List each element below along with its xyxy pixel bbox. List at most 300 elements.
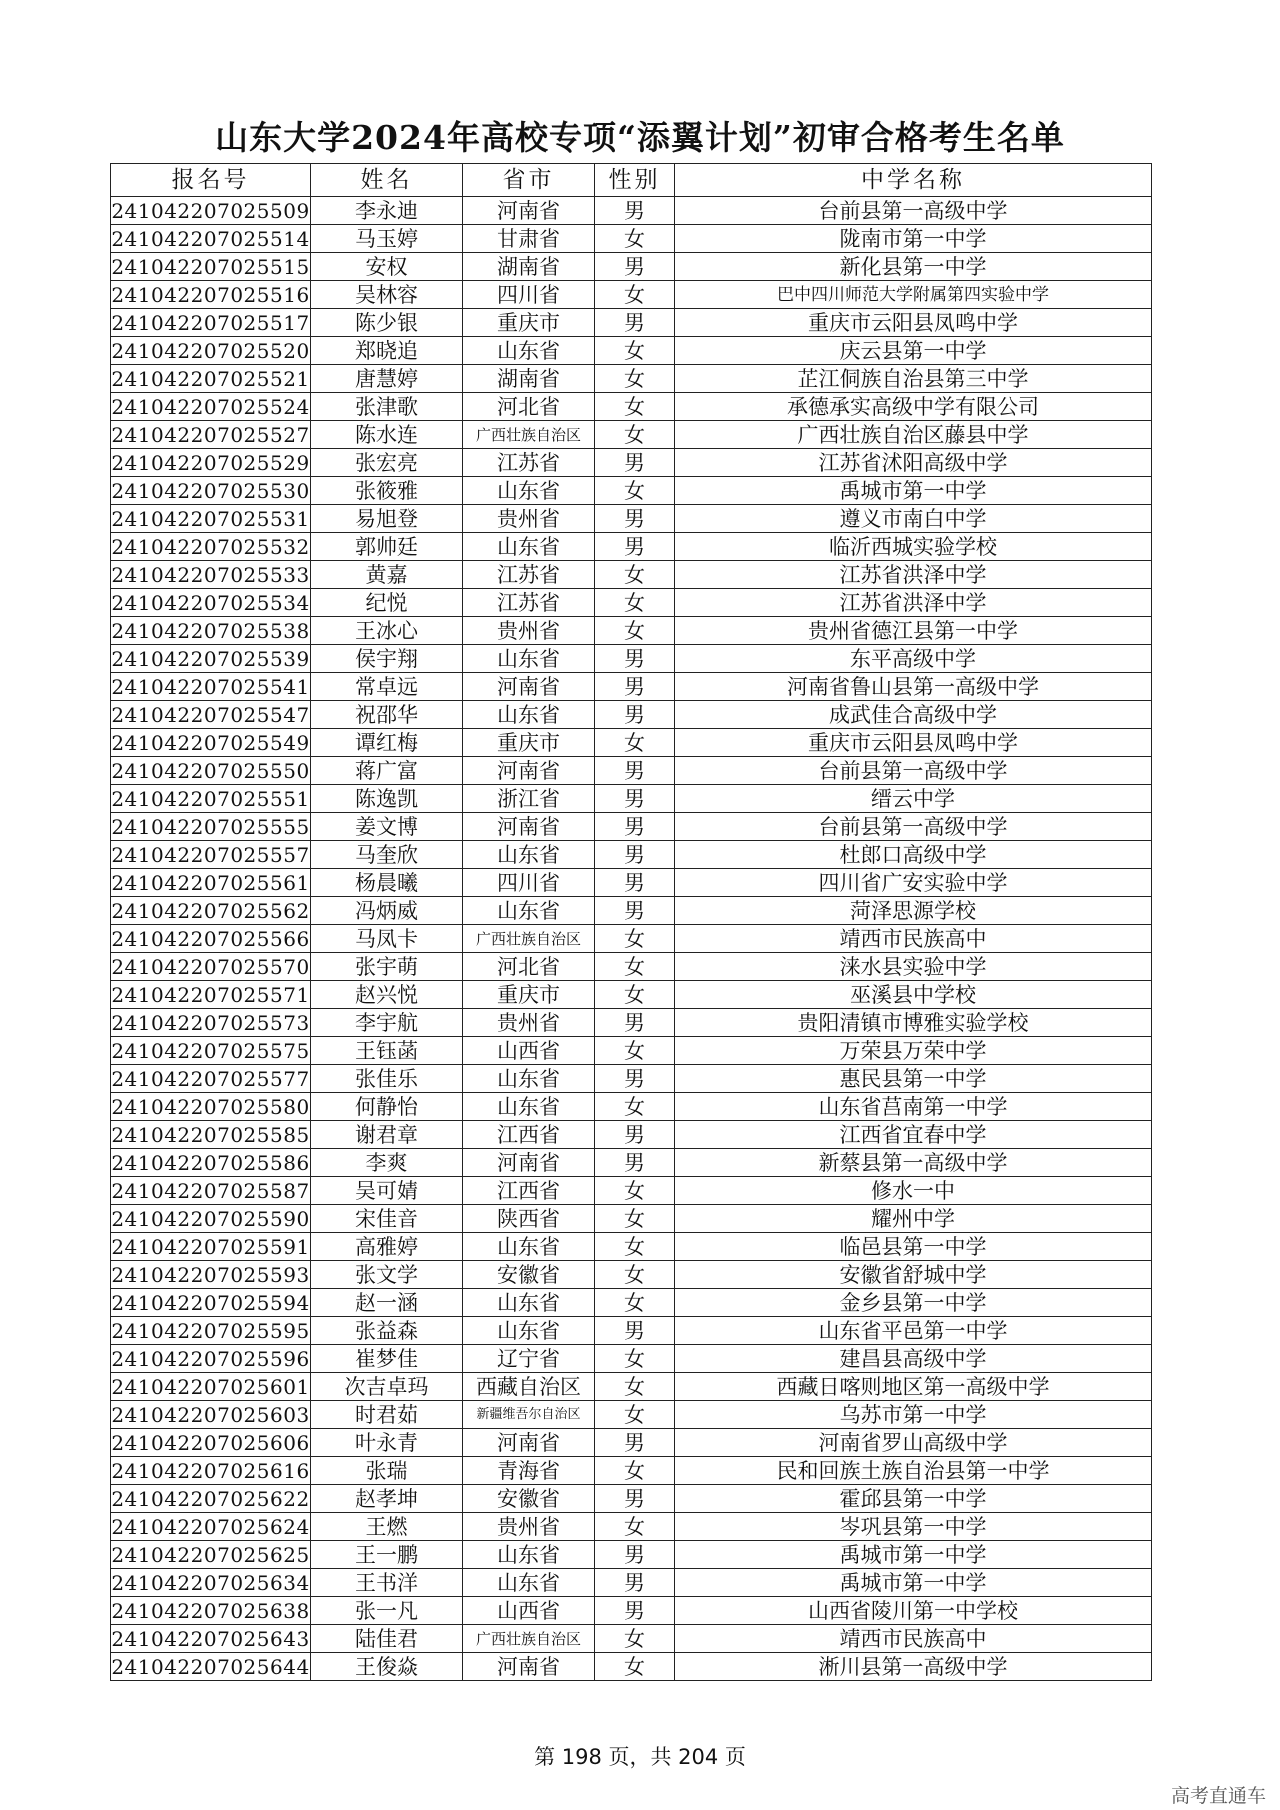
gender-cell: 女 bbox=[595, 617, 675, 645]
school-cell: 惠民县第一中学 bbox=[675, 1065, 1152, 1093]
school-cell: 山西省陵川第一中学校 bbox=[675, 1597, 1152, 1625]
registration-no-cell: 241042207025539 bbox=[111, 646, 310, 671]
school-cell: 缙云中学 bbox=[675, 785, 1152, 813]
table-row bbox=[111, 1289, 1152, 1317]
registration-no-cell: 241042207025530 bbox=[111, 478, 310, 503]
school-cell: 河南省罗山高级中学 bbox=[675, 1429, 1152, 1457]
name-cell: 张津歌 bbox=[311, 393, 463, 421]
province-cell: 河南省 bbox=[463, 673, 595, 701]
gender-cell: 男 bbox=[595, 253, 675, 281]
gender-cell: 男 bbox=[595, 869, 675, 897]
name-cell: 叶永青 bbox=[311, 1429, 463, 1457]
name-cell: 张筱雅 bbox=[311, 477, 463, 505]
gender-cell: 女 bbox=[595, 365, 675, 393]
table-row bbox=[111, 589, 1152, 617]
name-cell: 常卓远 bbox=[311, 673, 463, 701]
registration-no-cell: 241042207025561 bbox=[111, 870, 310, 895]
name-cell: 易旭登 bbox=[311, 505, 463, 533]
gender-cell: 女 bbox=[595, 1457, 675, 1485]
province-cell: 山东省 bbox=[463, 533, 595, 561]
gender-cell: 男 bbox=[595, 813, 675, 841]
gender-cell: 男 bbox=[595, 1065, 675, 1093]
gender-cell: 男 bbox=[595, 897, 675, 925]
name-cell: 谢君章 bbox=[311, 1121, 463, 1149]
gender-cell: 女 bbox=[595, 1177, 675, 1205]
name-cell: 李永迪 bbox=[311, 197, 463, 225]
school-cell: 台前县第一高级中学 bbox=[675, 757, 1152, 785]
name-cell: 高雅婷 bbox=[311, 1233, 463, 1261]
registration-no-cell: 241042207025551 bbox=[111, 786, 310, 811]
province-cell: 山东省 bbox=[463, 841, 595, 869]
school-cell: 江苏省沭阳高级中学 bbox=[675, 449, 1152, 477]
gender-cell: 男 bbox=[595, 1317, 675, 1345]
province-cell: 山东省 bbox=[463, 1093, 595, 1121]
name-cell: 郭帅廷 bbox=[311, 533, 463, 561]
gender-cell: 女 bbox=[595, 1625, 675, 1653]
school-cell: 西藏日喀则地区第一高级中学 bbox=[675, 1373, 1152, 1401]
gender-cell: 男 bbox=[595, 757, 675, 785]
province-cell: 江西省 bbox=[463, 1121, 595, 1149]
registration-no-cell: 241042207025532 bbox=[111, 534, 310, 559]
registration-no-cell: 241042207025534 bbox=[111, 590, 310, 615]
table-row bbox=[111, 897, 1152, 925]
registration-no-cell: 241042207025643 bbox=[111, 1626, 310, 1651]
registration-no-cell: 241042207025616 bbox=[111, 1458, 310, 1483]
gender-cell: 男 bbox=[595, 1597, 675, 1625]
table-row bbox=[111, 1317, 1152, 1345]
gender-cell: 男 bbox=[595, 449, 675, 477]
province-cell: 山东省 bbox=[463, 701, 595, 729]
registration-no-cell: 241042207025594 bbox=[111, 1290, 310, 1315]
name-cell: 宋佳音 bbox=[311, 1205, 463, 1233]
registration-no-cell: 241042207025527 bbox=[111, 422, 310, 447]
name-cell: 张宇萌 bbox=[311, 953, 463, 981]
school-cell: 临沂西城实验学校 bbox=[675, 533, 1152, 561]
registration-no-cell: 241042207025601 bbox=[111, 1374, 310, 1399]
province-cell: 贵州省 bbox=[463, 617, 595, 645]
table-row bbox=[111, 393, 1152, 421]
province-cell: 山东省 bbox=[463, 337, 595, 365]
table-row bbox=[111, 225, 1152, 253]
province-cell: 山东省 bbox=[463, 1569, 595, 1597]
school-cell: 江苏省洪泽中学 bbox=[675, 561, 1152, 589]
registration-no-cell: 241042207025580 bbox=[111, 1094, 310, 1119]
table-row bbox=[111, 1541, 1152, 1569]
gender-cell: 男 bbox=[595, 197, 675, 225]
province-cell: 广西壮族自治区 bbox=[463, 421, 595, 449]
table-row bbox=[111, 253, 1152, 281]
province-cell: 山东省 bbox=[463, 1065, 595, 1093]
gender-cell: 男 bbox=[595, 1009, 675, 1037]
gender-cell: 女 bbox=[595, 1261, 675, 1289]
table-row bbox=[111, 449, 1152, 477]
table-row bbox=[111, 1205, 1152, 1233]
gender-cell: 男 bbox=[595, 1149, 675, 1177]
school-cell: 杜郎口高级中学 bbox=[675, 841, 1152, 869]
province-cell: 浙江省 bbox=[463, 785, 595, 813]
gender-cell: 女 bbox=[595, 281, 675, 309]
column-header-gender: 性别 bbox=[595, 164, 675, 197]
school-cell: 山东省平邑第一中学 bbox=[675, 1317, 1152, 1345]
name-cell: 王一鹏 bbox=[311, 1541, 463, 1569]
table-row bbox=[111, 1457, 1152, 1485]
school-cell: 台前县第一高级中学 bbox=[675, 197, 1152, 225]
registration-no-cell: 241042207025577 bbox=[111, 1066, 310, 1091]
table-row bbox=[111, 701, 1152, 729]
registration-no-cell: 241042207025514 bbox=[111, 226, 310, 251]
table-row bbox=[111, 1513, 1152, 1541]
registration-no-cell: 241042207025644 bbox=[111, 1654, 310, 1679]
province-cell: 青海省 bbox=[463, 1457, 595, 1485]
table-row bbox=[111, 561, 1152, 589]
province-cell: 山西省 bbox=[463, 1037, 595, 1065]
name-cell: 王钰菡 bbox=[311, 1037, 463, 1065]
name-cell: 黄嘉 bbox=[311, 561, 463, 589]
gender-cell: 男 bbox=[595, 645, 675, 673]
table-row bbox=[111, 337, 1152, 365]
province-cell: 山东省 bbox=[463, 1233, 595, 1261]
registration-no-cell: 241042207025516 bbox=[111, 282, 310, 307]
school-cell: 芷江侗族自治县第三中学 bbox=[675, 365, 1152, 393]
province-cell: 贵州省 bbox=[463, 1009, 595, 1037]
province-cell: 四川省 bbox=[463, 281, 595, 309]
table-row bbox=[111, 1177, 1152, 1205]
table-row bbox=[111, 1345, 1152, 1373]
page-title: 山东大学2024年高校专项“添翼计划”初审合格考生名单 bbox=[215, 118, 1065, 157]
school-cell: 岑巩县第一中学 bbox=[675, 1513, 1152, 1541]
watermark-text: 高考直通车 bbox=[1170, 1785, 1266, 1807]
name-cell: 陈逸凯 bbox=[311, 785, 463, 813]
registration-no-cell: 241042207025625 bbox=[111, 1542, 310, 1567]
school-cell: 耀州中学 bbox=[675, 1205, 1152, 1233]
gender-cell: 男 bbox=[595, 1121, 675, 1149]
name-cell: 张宏亮 bbox=[311, 449, 463, 477]
gender-cell: 女 bbox=[595, 337, 675, 365]
province-cell: 江苏省 bbox=[463, 589, 595, 617]
school-cell: 台前县第一高级中学 bbox=[675, 813, 1152, 841]
name-cell: 何静怡 bbox=[311, 1093, 463, 1121]
table-row bbox=[111, 281, 1152, 309]
name-cell: 王俊焱 bbox=[311, 1653, 463, 1681]
province-cell: 广西壮族自治区 bbox=[463, 1625, 595, 1653]
table-row bbox=[111, 785, 1152, 813]
name-cell: 杨晨曦 bbox=[311, 869, 463, 897]
province-cell: 山东省 bbox=[463, 645, 595, 673]
table-row bbox=[111, 813, 1152, 841]
registration-no-cell: 241042207025622 bbox=[111, 1486, 310, 1511]
name-cell: 纪悦 bbox=[311, 589, 463, 617]
table-row bbox=[111, 1009, 1152, 1037]
gender-cell: 男 bbox=[595, 1485, 675, 1513]
gender-cell: 男 bbox=[595, 309, 675, 337]
registration-no-cell: 241042207025638 bbox=[111, 1598, 310, 1623]
school-cell: 菏泽思源学校 bbox=[675, 897, 1152, 925]
gender-cell: 女 bbox=[595, 477, 675, 505]
registration-no-cell: 241042207025634 bbox=[111, 1570, 310, 1595]
school-cell: 山东省莒南第一中学 bbox=[675, 1093, 1152, 1121]
school-cell: 霍邱县第一中学 bbox=[675, 1485, 1152, 1513]
province-cell: 广西壮族自治区 bbox=[463, 925, 595, 953]
province-cell: 山东省 bbox=[463, 897, 595, 925]
registration-no-cell: 241042207025562 bbox=[111, 898, 310, 923]
registration-no-cell: 241042207025603 bbox=[111, 1402, 310, 1427]
gender-cell: 女 bbox=[595, 1233, 675, 1261]
name-cell: 时君茹 bbox=[311, 1401, 463, 1429]
name-cell: 陈少银 bbox=[311, 309, 463, 337]
registration-no-cell: 241042207025547 bbox=[111, 702, 310, 727]
table-row bbox=[111, 1653, 1152, 1681]
table-row bbox=[111, 1401, 1152, 1429]
name-cell: 张益森 bbox=[311, 1317, 463, 1345]
gender-cell: 男 bbox=[595, 841, 675, 869]
school-cell: 遵义市南白中学 bbox=[675, 505, 1152, 533]
province-cell: 陕西省 bbox=[463, 1205, 595, 1233]
name-cell: 吴林容 bbox=[311, 281, 463, 309]
province-cell: 贵州省 bbox=[463, 1513, 595, 1541]
registration-no-cell: 241042207025570 bbox=[111, 954, 310, 979]
table-row bbox=[111, 1121, 1152, 1149]
province-cell: 河南省 bbox=[463, 1149, 595, 1177]
gender-cell: 男 bbox=[595, 505, 675, 533]
province-cell: 山西省 bbox=[463, 1597, 595, 1625]
table-row bbox=[111, 757, 1152, 785]
province-cell: 四川省 bbox=[463, 869, 595, 897]
gender-cell: 女 bbox=[595, 1205, 675, 1233]
candidate-table bbox=[110, 163, 1152, 1681]
name-cell: 张一凡 bbox=[311, 1597, 463, 1625]
page-number: 第 198 页，共 204 页 bbox=[534, 1745, 746, 1769]
school-cell: 安徽省舒城中学 bbox=[675, 1261, 1152, 1289]
registration-no-cell: 241042207025596 bbox=[111, 1346, 310, 1371]
table-row bbox=[111, 1625, 1152, 1653]
province-cell: 江西省 bbox=[463, 1177, 595, 1205]
registration-no-cell: 241042207025606 bbox=[111, 1430, 310, 1455]
school-cell: 靖西市民族高中 bbox=[675, 1625, 1152, 1653]
table-row bbox=[111, 365, 1152, 393]
registration-no-cell: 241042207025566 bbox=[111, 926, 310, 951]
gender-cell: 男 bbox=[595, 1569, 675, 1597]
registration-no-cell: 241042207025515 bbox=[111, 254, 310, 279]
table-row bbox=[111, 869, 1152, 897]
registration-no-cell: 241042207025575 bbox=[111, 1038, 310, 1063]
gender-cell: 女 bbox=[595, 981, 675, 1009]
school-cell: 临邑县第一中学 bbox=[675, 1233, 1152, 1261]
table-row bbox=[111, 1065, 1152, 1093]
registration-no-cell: 241042207025571 bbox=[111, 982, 310, 1007]
gender-cell: 女 bbox=[595, 729, 675, 757]
name-cell: 王燃 bbox=[311, 1513, 463, 1541]
province-cell: 河北省 bbox=[463, 393, 595, 421]
school-cell: 修水一中 bbox=[675, 1177, 1152, 1205]
name-cell: 崔梦佳 bbox=[311, 1345, 463, 1373]
province-cell: 湖南省 bbox=[463, 253, 595, 281]
gender-cell: 女 bbox=[595, 1373, 675, 1401]
gender-cell: 女 bbox=[595, 925, 675, 953]
school-cell: 新化县第一中学 bbox=[675, 253, 1152, 281]
province-cell: 重庆市 bbox=[463, 729, 595, 757]
name-cell: 蒋广富 bbox=[311, 757, 463, 785]
table-row bbox=[111, 505, 1152, 533]
name-cell: 安权 bbox=[311, 253, 463, 281]
column-header-registration-no: 报名号 bbox=[111, 164, 311, 197]
table-row bbox=[111, 1429, 1152, 1457]
name-cell: 马凤卡 bbox=[311, 925, 463, 953]
table-row bbox=[111, 1485, 1152, 1513]
school-cell: 江苏省洪泽中学 bbox=[675, 589, 1152, 617]
column-header-province: 省市 bbox=[463, 164, 595, 197]
table-row bbox=[111, 925, 1152, 953]
name-cell: 张佳乐 bbox=[311, 1065, 463, 1093]
school-cell: 金乡县第一中学 bbox=[675, 1289, 1152, 1317]
name-cell: 郑晓追 bbox=[311, 337, 463, 365]
table-row bbox=[111, 477, 1152, 505]
registration-no-cell: 241042207025529 bbox=[111, 450, 310, 475]
registration-no-cell: 241042207025520 bbox=[111, 338, 310, 363]
province-cell: 河南省 bbox=[463, 197, 595, 225]
name-cell: 王书洋 bbox=[311, 1569, 463, 1597]
table-row bbox=[111, 421, 1152, 449]
gender-cell: 女 bbox=[595, 589, 675, 617]
registration-no-cell: 241042207025585 bbox=[111, 1122, 310, 1147]
province-cell: 山东省 bbox=[463, 1289, 595, 1317]
gender-cell: 女 bbox=[595, 1345, 675, 1373]
column-header-school: 中学名称 bbox=[675, 164, 1152, 197]
gender-cell: 女 bbox=[595, 393, 675, 421]
gender-cell: 男 bbox=[595, 1541, 675, 1569]
school-cell: 重庆市云阳县凤鸣中学 bbox=[675, 309, 1152, 337]
registration-no-cell: 241042207025538 bbox=[111, 618, 310, 643]
school-cell: 四川省广安实验中学 bbox=[675, 869, 1152, 897]
province-cell: 安徽省 bbox=[463, 1261, 595, 1289]
name-cell: 赵兴悦 bbox=[311, 981, 463, 1009]
name-cell: 陆佳君 bbox=[311, 1625, 463, 1653]
school-cell: 靖西市民族高中 bbox=[675, 925, 1152, 953]
table-row bbox=[111, 1037, 1152, 1065]
school-cell: 建昌县高级中学 bbox=[675, 1345, 1152, 1373]
gender-cell: 女 bbox=[595, 1653, 675, 1681]
table-row bbox=[111, 1149, 1152, 1177]
registration-no-cell: 241042207025541 bbox=[111, 674, 310, 699]
table-row bbox=[111, 673, 1152, 701]
registration-no-cell: 241042207025521 bbox=[111, 366, 310, 391]
school-cell: 庆云县第一中学 bbox=[675, 337, 1152, 365]
table-row bbox=[111, 1233, 1152, 1261]
school-cell: 禹城市第一中学 bbox=[675, 477, 1152, 505]
table-row bbox=[111, 953, 1152, 981]
column-header-name: 姓名 bbox=[311, 164, 463, 197]
province-cell: 辽宁省 bbox=[463, 1345, 595, 1373]
registration-no-cell: 241042207025590 bbox=[111, 1206, 310, 1231]
province-cell: 湖南省 bbox=[463, 365, 595, 393]
registration-no-cell: 241042207025587 bbox=[111, 1178, 310, 1203]
table-row bbox=[111, 1373, 1152, 1401]
gender-cell: 男 bbox=[595, 533, 675, 561]
province-cell: 甘肃省 bbox=[463, 225, 595, 253]
school-cell: 贵州省德江县第一中学 bbox=[675, 617, 1152, 645]
name-cell: 赵一涵 bbox=[311, 1289, 463, 1317]
gender-cell: 男 bbox=[595, 701, 675, 729]
table-row bbox=[111, 981, 1152, 1009]
registration-no-cell: 241042207025533 bbox=[111, 562, 310, 587]
table-row bbox=[111, 729, 1152, 757]
province-cell: 河南省 bbox=[463, 1429, 595, 1457]
province-cell: 山东省 bbox=[463, 1541, 595, 1569]
province-cell: 江苏省 bbox=[463, 449, 595, 477]
school-cell: 乌苏市第一中学 bbox=[675, 1401, 1152, 1429]
registration-no-cell: 241042207025591 bbox=[111, 1234, 310, 1259]
name-cell: 张文学 bbox=[311, 1261, 463, 1289]
name-cell: 李宇航 bbox=[311, 1009, 463, 1037]
province-cell: 西藏自治区 bbox=[463, 1373, 595, 1401]
name-cell: 唐慧婷 bbox=[311, 365, 463, 393]
name-cell: 李爽 bbox=[311, 1149, 463, 1177]
name-cell: 马奎欣 bbox=[311, 841, 463, 869]
school-cell: 贵阳清镇市博雅实验学校 bbox=[675, 1009, 1152, 1037]
table-row bbox=[111, 1597, 1152, 1625]
gender-cell: 男 bbox=[595, 673, 675, 701]
registration-no-cell: 241042207025550 bbox=[111, 758, 310, 783]
table-row bbox=[111, 533, 1152, 561]
gender-cell: 女 bbox=[595, 1289, 675, 1317]
registration-no-cell: 241042207025586 bbox=[111, 1150, 310, 1175]
gender-cell: 女 bbox=[595, 1093, 675, 1121]
table-header-row bbox=[111, 164, 1152, 197]
name-cell: 陈水连 bbox=[311, 421, 463, 449]
table-row bbox=[111, 1261, 1152, 1289]
table-row bbox=[111, 841, 1152, 869]
registration-no-cell: 241042207025624 bbox=[111, 1514, 310, 1539]
gender-cell: 女 bbox=[595, 225, 675, 253]
province-cell: 河北省 bbox=[463, 953, 595, 981]
name-cell: 谭红梅 bbox=[311, 729, 463, 757]
province-cell: 重庆市 bbox=[463, 981, 595, 1009]
province-cell: 河南省 bbox=[463, 1653, 595, 1681]
table-row bbox=[111, 309, 1152, 337]
school-cell: 淅川县第一高级中学 bbox=[675, 1653, 1152, 1681]
gender-cell: 男 bbox=[595, 1429, 675, 1457]
table-body bbox=[111, 197, 1152, 1681]
school-cell: 河南省鲁山县第一高级中学 bbox=[675, 673, 1152, 701]
school-cell: 承德承实高级中学有限公司 bbox=[675, 393, 1152, 421]
name-cell: 侯宇翔 bbox=[311, 645, 463, 673]
province-cell: 山东省 bbox=[463, 1317, 595, 1345]
registration-no-cell: 241042207025531 bbox=[111, 506, 310, 531]
province-cell: 河南省 bbox=[463, 813, 595, 841]
registration-no-cell: 241042207025549 bbox=[111, 730, 310, 755]
name-cell: 姜文博 bbox=[311, 813, 463, 841]
school-cell: 万荣县万荣中学 bbox=[675, 1037, 1152, 1065]
name-cell: 马玉婷 bbox=[311, 225, 463, 253]
school-cell: 巫溪县中学校 bbox=[675, 981, 1152, 1009]
name-cell: 次吉卓玛 bbox=[311, 1373, 463, 1401]
table-row bbox=[111, 197, 1152, 225]
registration-no-cell: 241042207025509 bbox=[111, 198, 310, 223]
province-cell: 江苏省 bbox=[463, 561, 595, 589]
province-cell: 贵州省 bbox=[463, 505, 595, 533]
table-row bbox=[111, 1093, 1152, 1121]
province-cell: 安徽省 bbox=[463, 1485, 595, 1513]
province-cell: 山东省 bbox=[463, 477, 595, 505]
registration-no-cell: 241042207025524 bbox=[111, 394, 310, 419]
gender-cell: 女 bbox=[595, 561, 675, 589]
province-cell: 新疆维吾尔自治区 bbox=[463, 1401, 595, 1429]
school-cell: 禹城市第一中学 bbox=[675, 1569, 1152, 1597]
school-cell: 广西壮族自治区藤县中学 bbox=[675, 421, 1152, 449]
school-cell: 东平高级中学 bbox=[675, 645, 1152, 673]
gender-cell: 女 bbox=[595, 1401, 675, 1429]
registration-no-cell: 241042207025555 bbox=[111, 814, 310, 839]
school-cell: 禹城市第一中学 bbox=[675, 1541, 1152, 1569]
